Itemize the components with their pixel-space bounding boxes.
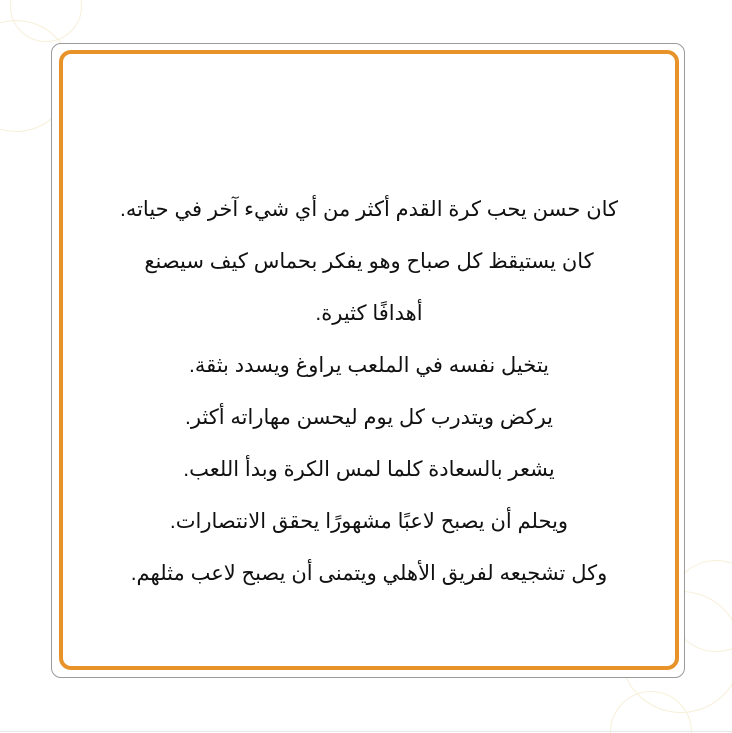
story-line: كان حسن يحب كرة القدم أكثر من أي شيء آخر في حياته. xyxy=(119,198,619,221)
story-line: يشعر بالسعادة كلما لمس الكرة وبدأ اللعب. xyxy=(183,458,555,481)
story-line: وكل تشجيعه لفريق الأهلي ويتمنى أن يصبح لاعب مثلهم. xyxy=(130,562,608,585)
story-card xyxy=(59,50,679,670)
background-ornament xyxy=(10,0,82,42)
story-line: ويحلم أن يصبح لاعبًا مشهورًا يحقق الانتصارات. xyxy=(169,510,569,533)
background-ornament xyxy=(610,691,692,733)
story-line: أهدافًا كثيرة. xyxy=(315,302,423,325)
story-line: كان يستيقظ كل صباح وهو يفكر بحماس كيف سيصنع xyxy=(144,250,594,273)
story-line: يركض ويتدرب كل يوم ليحسن مهاراته أكثر. xyxy=(184,406,554,429)
story-text xyxy=(63,184,675,600)
story-line: يتخيل نفسه في الملعب يراوغ ويسدد بثقة. xyxy=(189,354,549,377)
bottom-divider xyxy=(0,731,732,732)
